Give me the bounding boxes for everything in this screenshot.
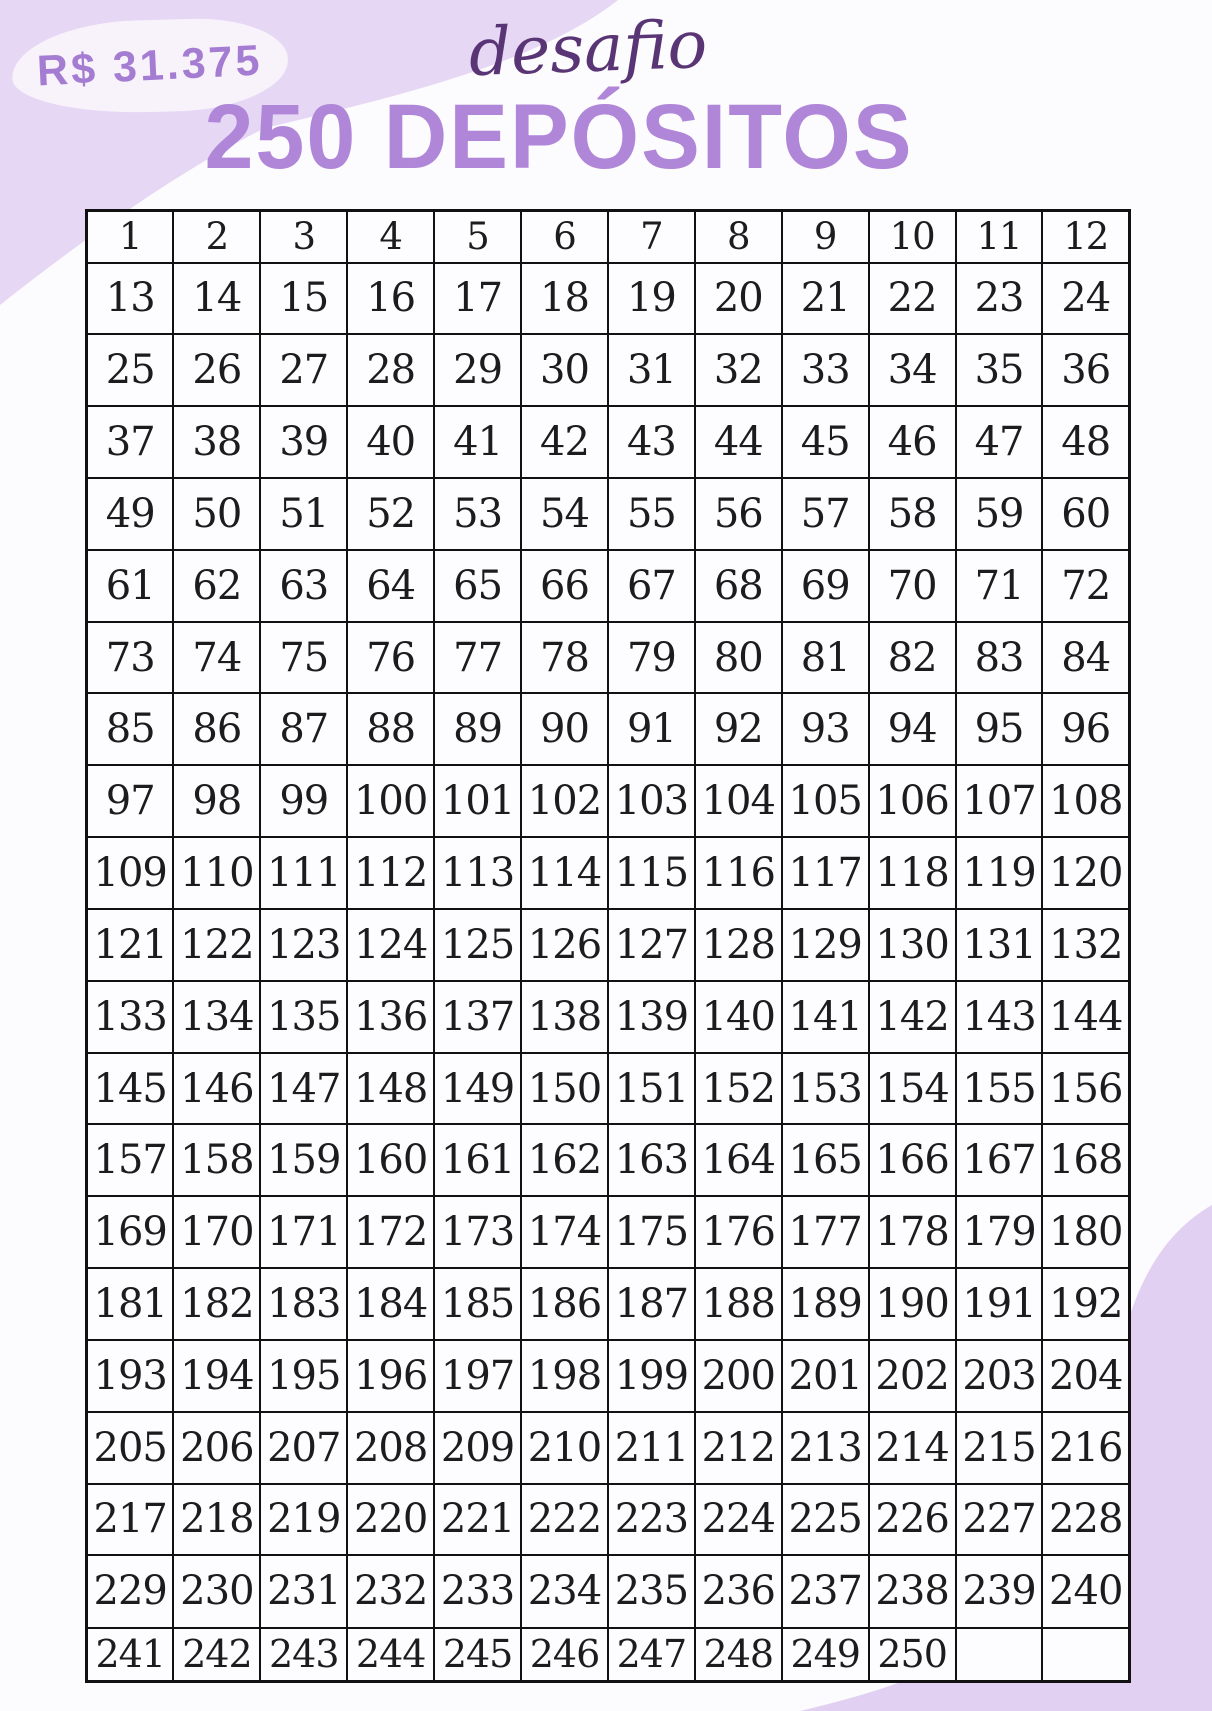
grid-cell: 188 xyxy=(695,1268,782,1340)
grid-cell: 144 xyxy=(1042,981,1129,1053)
grid-cell: 238 xyxy=(869,1555,956,1627)
grid-cell: 195 xyxy=(260,1340,347,1412)
grid-row xyxy=(87,1628,1130,1682)
grid-cell: 126 xyxy=(521,909,608,981)
grid-cell: 172 xyxy=(347,1196,434,1268)
grid-cell: 171 xyxy=(260,1196,347,1268)
grid-cell: 37 xyxy=(87,406,174,478)
grid-cell: 183 xyxy=(260,1268,347,1340)
grid-cell: 214 xyxy=(869,1412,956,1484)
grid-cell: 231 xyxy=(260,1555,347,1627)
grid-cell: 185 xyxy=(434,1268,521,1340)
grid-cell: 134 xyxy=(173,981,260,1053)
grid-cell: 102 xyxy=(521,765,608,837)
grid-cell: 186 xyxy=(521,1268,608,1340)
grid-cell: 22 xyxy=(869,263,956,335)
amount-text: R$ 31.375 xyxy=(36,36,264,95)
grid-cell: 61 xyxy=(87,550,174,622)
grid-cell: 4 xyxy=(347,211,434,263)
grid-row xyxy=(87,1555,1130,1627)
grid-cell: 153 xyxy=(782,1053,869,1125)
grid-cell: 179 xyxy=(956,1196,1043,1268)
grid-cell: 73 xyxy=(87,622,174,694)
grid-cell: 119 xyxy=(956,837,1043,909)
grid-cell: 24 xyxy=(1042,263,1129,335)
grid-cell: 99 xyxy=(260,765,347,837)
grid-cell: 218 xyxy=(173,1484,260,1556)
grid-cell: 197 xyxy=(434,1340,521,1412)
grid-cell: 167 xyxy=(956,1124,1043,1196)
grid-cell: 42 xyxy=(521,406,608,478)
grid-cell: 117 xyxy=(782,837,869,909)
grid-cell: 72 xyxy=(1042,550,1129,622)
grid-cell: 146 xyxy=(173,1053,260,1125)
grid-cell: 158 xyxy=(173,1124,260,1196)
grid-cell: 18 xyxy=(521,263,608,335)
grid-cell: 187 xyxy=(608,1268,695,1340)
grid-cell: 103 xyxy=(608,765,695,837)
grid-cell: 176 xyxy=(695,1196,782,1268)
grid-cell: 19 xyxy=(608,263,695,335)
script-title: desafio xyxy=(467,5,709,92)
grid-cell: 11 xyxy=(956,211,1043,263)
grid-cell: 32 xyxy=(695,334,782,406)
grid-cell: 181 xyxy=(87,1268,174,1340)
grid-cell: 156 xyxy=(1042,1053,1129,1125)
grid-cell: 30 xyxy=(521,334,608,406)
grid-cell: 194 xyxy=(173,1340,260,1412)
grid-cell: 140 xyxy=(695,981,782,1053)
grid-cell: 239 xyxy=(956,1555,1043,1627)
grid-cell: 223 xyxy=(608,1484,695,1556)
grid-cell: 101 xyxy=(434,765,521,837)
grid-cell: 107 xyxy=(956,765,1043,837)
grid-cell: 48 xyxy=(1042,406,1129,478)
grid-row xyxy=(87,981,1130,1053)
grid-row xyxy=(87,1124,1130,1196)
grid-cell: 34 xyxy=(869,334,956,406)
grid-cell: 149 xyxy=(434,1053,521,1125)
grid-cell: 84 xyxy=(1042,622,1129,694)
grid-cell: 115 xyxy=(608,837,695,909)
grid-cell: 227 xyxy=(956,1484,1043,1556)
grid-cell: 133 xyxy=(87,981,174,1053)
grid-cell: 208 xyxy=(347,1412,434,1484)
grid-cell: 92 xyxy=(695,693,782,765)
grid-cell: 31 xyxy=(608,334,695,406)
grid-cell: 9 xyxy=(782,211,869,263)
grid-row xyxy=(87,211,1130,263)
grid-cell: 232 xyxy=(347,1555,434,1627)
grid-row xyxy=(87,909,1130,981)
grid-cell: 196 xyxy=(347,1340,434,1412)
grid-cell: 86 xyxy=(173,693,260,765)
grid-cell: 50 xyxy=(173,478,260,550)
grid-cell: 13 xyxy=(87,263,174,335)
grid-cell: 230 xyxy=(173,1555,260,1627)
grid-cell: 121 xyxy=(87,909,174,981)
grid-cell: 142 xyxy=(869,981,956,1053)
grid-cell: 79 xyxy=(608,622,695,694)
grid-cell: 166 xyxy=(869,1124,956,1196)
grid-cell: 145 xyxy=(87,1053,174,1125)
grid-cell: 8 xyxy=(695,211,782,263)
grid-cell: 66 xyxy=(521,550,608,622)
grid-cell: 226 xyxy=(869,1484,956,1556)
grid-cell: 16 xyxy=(347,263,434,335)
grid-cell: 207 xyxy=(260,1412,347,1484)
grid-cell: 138 xyxy=(521,981,608,1053)
grid-cell: 200 xyxy=(695,1340,782,1412)
grid-cell: 14 xyxy=(173,263,260,335)
grid-cell: 151 xyxy=(608,1053,695,1125)
grid-cell: 81 xyxy=(782,622,869,694)
grid-cell: 206 xyxy=(173,1412,260,1484)
grid-cell: 137 xyxy=(434,981,521,1053)
grid-cell: 204 xyxy=(1042,1340,1129,1412)
grid-cell: 165 xyxy=(782,1124,869,1196)
grid-cell: 7 xyxy=(608,211,695,263)
grid-cell: 64 xyxy=(347,550,434,622)
grid-cell: 199 xyxy=(608,1340,695,1412)
grid-cell: 170 xyxy=(173,1196,260,1268)
grid-row xyxy=(87,693,1130,765)
grid-cell: 190 xyxy=(869,1268,956,1340)
grid-cell: 248 xyxy=(695,1628,782,1682)
grid-cell: 148 xyxy=(347,1053,434,1125)
grid-cell: 104 xyxy=(695,765,782,837)
grid-cell: 109 xyxy=(87,837,174,909)
grid-row xyxy=(87,550,1130,622)
grid-cell: 38 xyxy=(173,406,260,478)
grid-cell: 49 xyxy=(87,478,174,550)
grid-cell: 177 xyxy=(782,1196,869,1268)
grid-cell: 162 xyxy=(521,1124,608,1196)
grid-cell: 250 xyxy=(869,1628,956,1682)
grid-cell: 182 xyxy=(173,1268,260,1340)
grid-cell: 70 xyxy=(869,550,956,622)
grid-cell: 88 xyxy=(347,693,434,765)
grid-cell: 55 xyxy=(608,478,695,550)
grid-cell: 180 xyxy=(1042,1196,1129,1268)
grid-cell: 44 xyxy=(695,406,782,478)
grid-cell: 155 xyxy=(956,1053,1043,1125)
grid-cell: 222 xyxy=(521,1484,608,1556)
grid-cell: 40 xyxy=(347,406,434,478)
grid-cell: 228 xyxy=(1042,1484,1129,1556)
grid-cell: 67 xyxy=(608,550,695,622)
grid-cell: 173 xyxy=(434,1196,521,1268)
grid-row xyxy=(87,765,1130,837)
grid-cell: 28 xyxy=(347,334,434,406)
grid-row xyxy=(87,1484,1130,1556)
grid-cell: 157 xyxy=(87,1124,174,1196)
grid-cell: 78 xyxy=(521,622,608,694)
grid-cell: 94 xyxy=(869,693,956,765)
grid-cell: 216 xyxy=(1042,1412,1129,1484)
grid-row xyxy=(87,406,1130,478)
grid-cell: 108 xyxy=(1042,765,1129,837)
grid-cell: 159 xyxy=(260,1124,347,1196)
grid-cell: 1 xyxy=(87,211,174,263)
grid-row xyxy=(87,622,1130,694)
grid-cell: 80 xyxy=(695,622,782,694)
grid-row xyxy=(87,1340,1130,1412)
grid-cell: 131 xyxy=(956,909,1043,981)
grid-cell: 46 xyxy=(869,406,956,478)
grid-cell: 39 xyxy=(260,406,347,478)
grid-cell: 150 xyxy=(521,1053,608,1125)
grid-cell: 51 xyxy=(260,478,347,550)
grid-cell: 21 xyxy=(782,263,869,335)
grid-cell: 164 xyxy=(695,1124,782,1196)
grid-cell: 220 xyxy=(347,1484,434,1556)
grid-cell: 203 xyxy=(956,1340,1043,1412)
grid-cell: 246 xyxy=(521,1628,608,1682)
grid-cell: 27 xyxy=(260,334,347,406)
grid-cell: 241 xyxy=(87,1628,174,1682)
grid-cell: 82 xyxy=(869,622,956,694)
grid-cell: 242 xyxy=(173,1628,260,1682)
grid-cell: 128 xyxy=(695,909,782,981)
grid-cell: 205 xyxy=(87,1412,174,1484)
grid-cell: 160 xyxy=(347,1124,434,1196)
grid-cell: 229 xyxy=(87,1555,174,1627)
grid-cell: 245 xyxy=(434,1628,521,1682)
grid-row xyxy=(87,837,1130,909)
grid-cell: 112 xyxy=(347,837,434,909)
grid-cell: 135 xyxy=(260,981,347,1053)
grid-cell: 221 xyxy=(434,1484,521,1556)
grid-cell: 161 xyxy=(434,1124,521,1196)
grid-cell: 85 xyxy=(87,693,174,765)
grid-cell: 71 xyxy=(956,550,1043,622)
grid-cell: 120 xyxy=(1042,837,1129,909)
grid-cell: 122 xyxy=(173,909,260,981)
grid-cell: 75 xyxy=(260,622,347,694)
grid-cell: 29 xyxy=(434,334,521,406)
grid-cell: 192 xyxy=(1042,1268,1129,1340)
grid-cell: 141 xyxy=(782,981,869,1053)
grid-cell: 15 xyxy=(260,263,347,335)
grid-cell: 100 xyxy=(347,765,434,837)
grid-cell: 163 xyxy=(608,1124,695,1196)
grid-cell: 3 xyxy=(260,211,347,263)
grid-cell: 124 xyxy=(347,909,434,981)
deposits-grid xyxy=(85,209,1131,1683)
grid-cell: 184 xyxy=(347,1268,434,1340)
grid-cell: 127 xyxy=(608,909,695,981)
grid-cell: 65 xyxy=(434,550,521,622)
grid-cell: 68 xyxy=(695,550,782,622)
grid-cell: 113 xyxy=(434,837,521,909)
grid-cell: 125 xyxy=(434,909,521,981)
grid-cell: 189 xyxy=(782,1268,869,1340)
grid-cell: 114 xyxy=(521,837,608,909)
grid-cell: 91 xyxy=(608,693,695,765)
grid-cell: 41 xyxy=(434,406,521,478)
grid-cell-empty xyxy=(1042,1628,1129,1682)
grid-cell: 47 xyxy=(956,406,1043,478)
grid-cell: 215 xyxy=(956,1412,1043,1484)
grid-cell: 152 xyxy=(695,1053,782,1125)
grid-cell: 129 xyxy=(782,909,869,981)
grid-cell: 209 xyxy=(434,1412,521,1484)
grid-cell: 56 xyxy=(695,478,782,550)
grid-cell: 211 xyxy=(608,1412,695,1484)
grid-cell: 45 xyxy=(782,406,869,478)
grid-row xyxy=(87,1053,1130,1125)
grid-cell: 90 xyxy=(521,693,608,765)
grid-cell: 130 xyxy=(869,909,956,981)
grid-cell: 62 xyxy=(173,550,260,622)
grid-cell: 105 xyxy=(782,765,869,837)
grid-cell: 123 xyxy=(260,909,347,981)
grid-row xyxy=(87,263,1130,335)
grid-cell: 213 xyxy=(782,1412,869,1484)
grid-cell: 60 xyxy=(1042,478,1129,550)
grid-cell: 154 xyxy=(869,1053,956,1125)
grid-cell: 106 xyxy=(869,765,956,837)
grid-cell: 2 xyxy=(173,211,260,263)
grid-cell: 191 xyxy=(956,1268,1043,1340)
grid-cell: 210 xyxy=(521,1412,608,1484)
grid-cell: 59 xyxy=(956,478,1043,550)
grid-cell: 43 xyxy=(608,406,695,478)
grid-cell: 147 xyxy=(260,1053,347,1125)
grid-cell: 76 xyxy=(347,622,434,694)
grid-cell: 20 xyxy=(695,263,782,335)
grid-cell: 243 xyxy=(260,1628,347,1682)
grid-cell: 168 xyxy=(1042,1124,1129,1196)
grid-cell: 110 xyxy=(173,837,260,909)
grid-row xyxy=(87,334,1130,406)
grid-cell: 58 xyxy=(869,478,956,550)
grid-cell: 236 xyxy=(695,1555,782,1627)
grid-cell: 116 xyxy=(695,837,782,909)
grid-cell: 10 xyxy=(869,211,956,263)
grid-cell: 237 xyxy=(782,1555,869,1627)
grid-cell: 17 xyxy=(434,263,521,335)
grid-cell: 198 xyxy=(521,1340,608,1412)
grid-cell: 36 xyxy=(1042,334,1129,406)
grid-cell: 132 xyxy=(1042,909,1129,981)
grid-cell: 52 xyxy=(347,478,434,550)
grid-row xyxy=(87,1196,1130,1268)
grid-cell: 212 xyxy=(695,1412,782,1484)
grid-cell: 247 xyxy=(608,1628,695,1682)
grid-row xyxy=(87,1268,1130,1340)
grid-cell: 98 xyxy=(173,765,260,837)
grid-cell: 201 xyxy=(782,1340,869,1412)
grid-cell: 169 xyxy=(87,1196,174,1268)
grid-cell: 5 xyxy=(434,211,521,263)
grid-cell: 77 xyxy=(434,622,521,694)
grid-cell: 240 xyxy=(1042,1555,1129,1627)
grid-row xyxy=(87,478,1130,550)
grid-cell: 225 xyxy=(782,1484,869,1556)
grid-cell: 95 xyxy=(956,693,1043,765)
grid-cell: 74 xyxy=(173,622,260,694)
grid-cell: 217 xyxy=(87,1484,174,1556)
grid-cell: 235 xyxy=(608,1555,695,1627)
grid-cell: 57 xyxy=(782,478,869,550)
grid-cell: 193 xyxy=(87,1340,174,1412)
grid-cell: 69 xyxy=(782,550,869,622)
grid-cell: 118 xyxy=(869,837,956,909)
grid-cell: 233 xyxy=(434,1555,521,1627)
grid-cell: 25 xyxy=(87,334,174,406)
grid-cell: 6 xyxy=(521,211,608,263)
grid-cell: 89 xyxy=(434,693,521,765)
grid-cell: 143 xyxy=(956,981,1043,1053)
grid-cell: 53 xyxy=(434,478,521,550)
grid-cell: 23 xyxy=(956,263,1043,335)
grid-cell: 202 xyxy=(869,1340,956,1412)
grid-cell: 83 xyxy=(956,622,1043,694)
grid-cell: 234 xyxy=(521,1555,608,1627)
grid-cell: 12 xyxy=(1042,211,1129,263)
grid-cell: 96 xyxy=(1042,693,1129,765)
grid-cell: 26 xyxy=(173,334,260,406)
grid-cell: 136 xyxy=(347,981,434,1053)
grid-cell: 224 xyxy=(695,1484,782,1556)
grid-cell: 33 xyxy=(782,334,869,406)
grid-cell: 249 xyxy=(782,1628,869,1682)
grid-cell: 54 xyxy=(521,478,608,550)
grid-row xyxy=(87,1412,1130,1484)
grid-cell: 93 xyxy=(782,693,869,765)
grid-cell: 175 xyxy=(608,1196,695,1268)
main-title: 250 DEPÓSITOS xyxy=(204,85,914,188)
grid-cell: 111 xyxy=(260,837,347,909)
grid-cell: 178 xyxy=(869,1196,956,1268)
grid-cell: 97 xyxy=(87,765,174,837)
grid-cell: 87 xyxy=(260,693,347,765)
grid-cell: 35 xyxy=(956,334,1043,406)
grid-cell: 174 xyxy=(521,1196,608,1268)
grid-cell: 219 xyxy=(260,1484,347,1556)
grid-cell: 139 xyxy=(608,981,695,1053)
grid-cell-empty xyxy=(956,1628,1043,1682)
grid-cell: 244 xyxy=(347,1628,434,1682)
grid-cell: 63 xyxy=(260,550,347,622)
